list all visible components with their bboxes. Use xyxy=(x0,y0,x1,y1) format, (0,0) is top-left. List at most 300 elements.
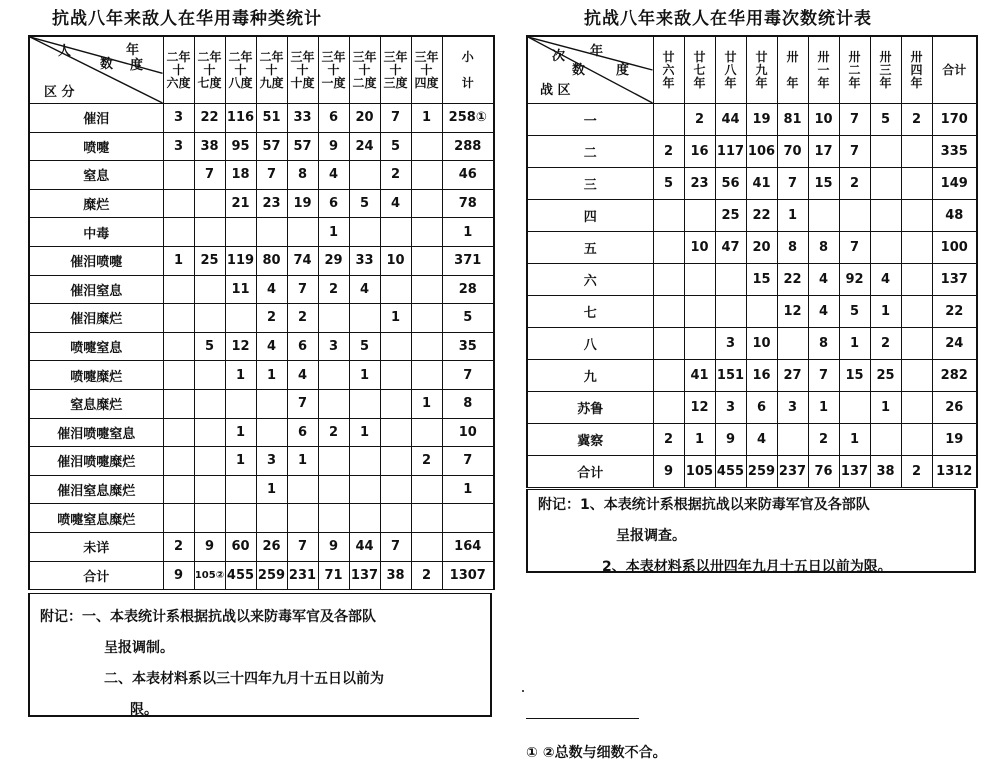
row-label: 一 xyxy=(527,104,653,136)
table-cell: 137 xyxy=(349,561,380,590)
table-cell xyxy=(163,418,194,447)
table-row xyxy=(29,447,494,476)
table-cell: 20 xyxy=(349,104,380,133)
right-note-line-1: 附记：1、本表统计系根据抗战以来防毒军官及各部队 xyxy=(538,497,870,513)
table-cell: 10 xyxy=(442,418,494,447)
table-cell: 7 xyxy=(287,389,318,418)
table-cell: 4 xyxy=(256,275,287,304)
table-cell xyxy=(318,361,349,390)
table-cell xyxy=(380,447,411,476)
table-cell: 4 xyxy=(808,264,839,296)
row-label: 喷嚏窒息 xyxy=(29,332,163,361)
table-cell: 1 xyxy=(839,424,870,456)
table-cell: 7 xyxy=(287,275,318,304)
table-cell: 38 xyxy=(194,132,225,161)
column-header: 二年 十 六度 xyxy=(163,36,194,104)
table-cell: 2 xyxy=(901,104,932,136)
table-cell: 16 xyxy=(684,136,715,168)
left-note-line-3: 二、本表材料系以三十四年九月十五日以前为 xyxy=(104,671,384,687)
table-cell: 231 xyxy=(287,561,318,590)
table-cell xyxy=(256,504,287,533)
table-cell: 9 xyxy=(318,532,349,561)
table-cell xyxy=(411,332,442,361)
corner-label-year: 年 xyxy=(590,44,604,59)
right-table-title: 抗战八年来敌人在华用毒次数统计表 xyxy=(584,9,872,29)
table-cell: 2 xyxy=(653,136,684,168)
table-cell xyxy=(411,504,442,533)
right-table-note xyxy=(526,489,976,573)
table-cell: 25 xyxy=(870,360,901,392)
table-cell: 5 xyxy=(380,132,411,161)
table-row xyxy=(29,389,494,418)
table-cell: 10 xyxy=(808,104,839,136)
table-cell: 8 xyxy=(287,161,318,190)
table-cell: 41 xyxy=(684,360,715,392)
table-cell: 119 xyxy=(225,246,256,275)
table-cell xyxy=(870,200,901,232)
table-row xyxy=(29,218,494,247)
column-header: 廿 八 年 xyxy=(715,36,746,104)
table-cell: 9 xyxy=(653,456,684,488)
column-header: 三年 十 二度 xyxy=(349,36,380,104)
table-row xyxy=(527,296,977,328)
table-cell: 6 xyxy=(318,104,349,133)
corner-label-du: 度 xyxy=(130,58,144,73)
table-cell: 2 xyxy=(411,561,442,590)
table-cell: 38 xyxy=(380,561,411,590)
table-cell xyxy=(318,304,349,333)
table-cell: 106 xyxy=(746,136,777,168)
corner-label-bottom: 区 分 xyxy=(44,85,75,100)
table-cell xyxy=(411,161,442,190)
row-label: 催泪窒息糜烂 xyxy=(29,475,163,504)
table-cell: 1 xyxy=(870,392,901,424)
table-cell xyxy=(380,389,411,418)
corner-label-year: 年 xyxy=(126,43,140,58)
table-cell: 170 xyxy=(932,104,977,136)
table-cell: 2 xyxy=(653,424,684,456)
table-cell: 95 xyxy=(225,132,256,161)
table-row xyxy=(29,189,494,218)
row-label: 窒息糜烂 xyxy=(29,389,163,418)
column-header: 卅 四 年 xyxy=(901,36,932,104)
table-cell: 25 xyxy=(194,246,225,275)
table-cell: 3 xyxy=(777,392,808,424)
column-header: 卅 二 年 xyxy=(839,36,870,104)
table-cell: 4 xyxy=(349,275,380,304)
table-cell: 7 xyxy=(442,361,494,390)
left-note-line-4: 限。 xyxy=(130,702,158,718)
table-cell: 76 xyxy=(808,456,839,488)
table-row xyxy=(527,360,977,392)
row-label: 糜烂 xyxy=(29,189,163,218)
table-cell: 371 xyxy=(442,246,494,275)
table-cell xyxy=(684,200,715,232)
table-row xyxy=(29,332,494,361)
table-cell: 44 xyxy=(715,104,746,136)
column-header: 二年 十 九度 xyxy=(256,36,287,104)
table-cell: 5 xyxy=(349,332,380,361)
table-row xyxy=(29,132,494,161)
table-row xyxy=(29,104,494,133)
table-cell: 38 xyxy=(870,456,901,488)
table-cell: 3 xyxy=(163,132,194,161)
table-cell xyxy=(194,218,225,247)
table-cell: 4 xyxy=(287,361,318,390)
table-cell: 117 xyxy=(715,136,746,168)
table-cell xyxy=(163,332,194,361)
column-header: 卅 一 年 xyxy=(808,36,839,104)
table-cell: 23 xyxy=(256,189,287,218)
table-cell: 116 xyxy=(225,104,256,133)
table-row xyxy=(29,361,494,390)
table-cell xyxy=(808,200,839,232)
table-cell xyxy=(194,418,225,447)
table-cell: 149 xyxy=(932,168,977,200)
table-cell xyxy=(194,389,225,418)
table-cell: 4 xyxy=(808,296,839,328)
row-label: 合计 xyxy=(527,456,653,488)
table-cell: 22 xyxy=(746,200,777,232)
table-cell xyxy=(163,475,194,504)
table-cell: 4 xyxy=(870,264,901,296)
table-cell: 56 xyxy=(715,168,746,200)
row-label: 喷嚏窒息糜烂 xyxy=(29,504,163,533)
table-cell xyxy=(380,218,411,247)
table-cell: 259 xyxy=(746,456,777,488)
table-cell xyxy=(163,189,194,218)
table-cell xyxy=(653,328,684,360)
table-cell: 6 xyxy=(287,332,318,361)
table-cell: 1 xyxy=(318,218,349,247)
table-cell: 9 xyxy=(715,424,746,456)
table-cell xyxy=(163,389,194,418)
table-cell xyxy=(653,296,684,328)
header-corner-cell xyxy=(527,36,653,104)
table-cell xyxy=(684,328,715,360)
table-cell: 6 xyxy=(746,392,777,424)
table-cell xyxy=(318,475,349,504)
table-cell xyxy=(380,504,411,533)
table-cell: 258① xyxy=(442,104,494,133)
table-cell: 5 xyxy=(653,168,684,200)
table-cell xyxy=(870,424,901,456)
column-header: 小 计 xyxy=(442,36,494,104)
table-cell xyxy=(870,232,901,264)
table-cell xyxy=(256,418,287,447)
row-label: 合计 xyxy=(29,561,163,590)
table-cell: 1 xyxy=(411,389,442,418)
table-cell xyxy=(163,275,194,304)
table-cell: 1 xyxy=(256,361,287,390)
table-row xyxy=(29,475,494,504)
table-cell: 1 xyxy=(163,246,194,275)
row-label: 催泪喷嚏 xyxy=(29,246,163,275)
table-cell: 288 xyxy=(442,132,494,161)
table-cell: 4 xyxy=(256,332,287,361)
row-label: 冀察 xyxy=(527,424,653,456)
row-label: 八 xyxy=(527,328,653,360)
table-cell xyxy=(411,275,442,304)
table-cell: 1 xyxy=(225,361,256,390)
table-cell xyxy=(901,360,932,392)
table-cell xyxy=(163,218,194,247)
table-cell xyxy=(194,275,225,304)
table-cell: 137 xyxy=(932,264,977,296)
table-cell: 2 xyxy=(839,168,870,200)
table-cell xyxy=(442,504,494,533)
table-cell: 7 xyxy=(839,136,870,168)
row-label: 五 xyxy=(527,232,653,264)
table-cell xyxy=(839,200,870,232)
table-cell: 1 xyxy=(684,424,715,456)
table-cell: 5 xyxy=(349,189,380,218)
row-label: 七 xyxy=(527,296,653,328)
table-cell xyxy=(318,389,349,418)
column-header: 三年 十 十度 xyxy=(287,36,318,104)
table-cell: 15 xyxy=(746,264,777,296)
table-cell: 2 xyxy=(318,418,349,447)
table-cell: 22 xyxy=(932,296,977,328)
table-cell: 70 xyxy=(777,136,808,168)
table-cell: 1312 xyxy=(932,456,977,488)
table-cell: 100 xyxy=(932,232,977,264)
table-cell xyxy=(380,275,411,304)
table-cell: 6 xyxy=(318,189,349,218)
table-cell xyxy=(715,264,746,296)
table-cell xyxy=(746,296,777,328)
row-label: 窒息 xyxy=(29,161,163,190)
table-row xyxy=(29,275,494,304)
table-cell xyxy=(349,218,380,247)
table-cell xyxy=(349,504,380,533)
table-cell: 2 xyxy=(318,275,349,304)
table-cell: 2 xyxy=(411,447,442,476)
table-cell xyxy=(653,232,684,264)
table-cell xyxy=(225,504,256,533)
table-cell xyxy=(163,504,194,533)
table-row xyxy=(527,200,977,232)
table-cell: 33 xyxy=(349,246,380,275)
table-cell: 10 xyxy=(684,232,715,264)
table-cell: 455 xyxy=(715,456,746,488)
corner-label-bottom: 战 区 xyxy=(540,83,571,98)
table-cell: 7 xyxy=(380,104,411,133)
table-cell xyxy=(318,447,349,476)
left-table-note xyxy=(28,593,492,717)
column-header: 廿 七 年 xyxy=(684,36,715,104)
table-cell xyxy=(287,218,318,247)
table-cell: 19 xyxy=(746,104,777,136)
table-cell: 1 xyxy=(442,475,494,504)
row-label: 喷嚏糜烂 xyxy=(29,361,163,390)
row-label: 催泪喷嚏窒息 xyxy=(29,418,163,447)
table-cell: 1 xyxy=(287,447,318,476)
table-cell: 29 xyxy=(318,246,349,275)
row-label: 六 xyxy=(527,264,653,296)
table-cell: 1 xyxy=(349,418,380,447)
table-cell: 26 xyxy=(256,532,287,561)
table-cell: 2 xyxy=(808,424,839,456)
table-cell: 4 xyxy=(746,424,777,456)
table-cell: 1 xyxy=(442,218,494,247)
table-cell: 11 xyxy=(225,275,256,304)
table-cell: 1307 xyxy=(442,561,494,590)
table-cell: 23 xyxy=(684,168,715,200)
table-cell xyxy=(411,361,442,390)
table-cell: 5 xyxy=(442,304,494,333)
table-cell xyxy=(901,424,932,456)
table-cell xyxy=(901,296,932,328)
table-cell: 33 xyxy=(287,104,318,133)
column-header: 二年 十 七度 xyxy=(194,36,225,104)
table-cell xyxy=(163,447,194,476)
table-cell: 35 xyxy=(442,332,494,361)
table-cell: 92 xyxy=(839,264,870,296)
row-label: 三 xyxy=(527,168,653,200)
table-cell: 259 xyxy=(256,561,287,590)
table-cell: 9 xyxy=(194,532,225,561)
table-cell xyxy=(777,424,808,456)
table-row xyxy=(527,424,977,456)
column-header: 卅 三 年 xyxy=(870,36,901,104)
table-cell xyxy=(349,475,380,504)
table-cell xyxy=(194,475,225,504)
table-cell xyxy=(349,447,380,476)
table-cell xyxy=(225,475,256,504)
table-cell xyxy=(380,361,411,390)
table-cell: 2 xyxy=(684,104,715,136)
table-cell xyxy=(653,264,684,296)
table-cell: 1 xyxy=(777,200,808,232)
table-cell: 21 xyxy=(225,189,256,218)
table-row xyxy=(527,168,977,200)
corner-label-top: 人 xyxy=(58,44,72,59)
table-cell xyxy=(777,328,808,360)
table-cell xyxy=(318,504,349,533)
table-cell: 4 xyxy=(380,189,411,218)
table-cell: 57 xyxy=(256,132,287,161)
table-row xyxy=(527,328,977,360)
row-label: 催泪喷嚏糜烂 xyxy=(29,447,163,476)
table-cell: 8 xyxy=(777,232,808,264)
table-row xyxy=(527,456,977,488)
table-cell: 51 xyxy=(256,104,287,133)
row-label: 喷嚏 xyxy=(29,132,163,161)
table-cell: 15 xyxy=(808,168,839,200)
table-cell: 7 xyxy=(777,168,808,200)
table-cell: 60 xyxy=(225,532,256,561)
table-cell: 5 xyxy=(194,332,225,361)
table-cell: 8 xyxy=(808,232,839,264)
table-cell: 7 xyxy=(839,104,870,136)
table-cell: 2 xyxy=(870,328,901,360)
left-note-line-1: 附记：一、本表统计系根据抗战以来防毒军官及各部队 xyxy=(40,609,376,625)
table-cell: 71 xyxy=(318,561,349,590)
table-cell xyxy=(653,392,684,424)
table-cell: 2 xyxy=(287,304,318,333)
row-label: 未详 xyxy=(29,532,163,561)
table-cell xyxy=(225,218,256,247)
table-cell xyxy=(349,304,380,333)
table-cell xyxy=(684,296,715,328)
table-cell: 105 xyxy=(684,456,715,488)
table-row xyxy=(29,246,494,275)
table-cell: 7 xyxy=(839,232,870,264)
table-cell: 10 xyxy=(746,328,777,360)
table-cell xyxy=(287,504,318,533)
table-cell: 2 xyxy=(380,161,411,190)
left-note-line-2: 呈报调制。 xyxy=(104,640,174,656)
table-cell: 17 xyxy=(808,136,839,168)
table-cell: 8 xyxy=(442,389,494,418)
table-cell: 4 xyxy=(318,161,349,190)
table-cell xyxy=(653,360,684,392)
table-cell: 44 xyxy=(349,532,380,561)
table-cell: 8 xyxy=(808,328,839,360)
table-cell: 19 xyxy=(932,424,977,456)
table-row xyxy=(29,561,494,590)
table-cell xyxy=(839,392,870,424)
table-cell xyxy=(411,189,442,218)
poison-count-table xyxy=(526,35,978,488)
table-row xyxy=(527,104,977,136)
table-cell: 5 xyxy=(839,296,870,328)
table-cell: 7 xyxy=(380,532,411,561)
table-cell: 1 xyxy=(808,392,839,424)
row-label: 中毒 xyxy=(29,218,163,247)
table-row xyxy=(29,304,494,333)
table-cell: 7 xyxy=(287,532,318,561)
table-cell xyxy=(256,389,287,418)
table-cell xyxy=(901,392,932,424)
table-cell: 1 xyxy=(870,296,901,328)
table-cell: 7 xyxy=(256,161,287,190)
table-cell: 3 xyxy=(715,328,746,360)
table-cell xyxy=(715,296,746,328)
table-cell: 18 xyxy=(225,161,256,190)
table-cell xyxy=(380,418,411,447)
table-cell: 25 xyxy=(715,200,746,232)
table-cell: 1 xyxy=(225,418,256,447)
table-cell: 12 xyxy=(777,296,808,328)
row-label: 催泪糜烂 xyxy=(29,304,163,333)
table-cell: 1 xyxy=(349,361,380,390)
header-corner-cell xyxy=(29,36,163,104)
table-cell xyxy=(870,168,901,200)
table-cell: 22 xyxy=(194,104,225,133)
table-cell: 1 xyxy=(839,328,870,360)
row-label: 四 xyxy=(527,200,653,232)
table-cell: 164 xyxy=(442,532,494,561)
table-cell xyxy=(163,161,194,190)
column-header: 廿 六 年 xyxy=(653,36,684,104)
table-cell xyxy=(411,132,442,161)
table-cell: 57 xyxy=(287,132,318,161)
corner-label-count: 数 xyxy=(100,57,114,72)
footnote-rule xyxy=(526,718,639,719)
right-note-line-2: 呈报调查。 xyxy=(616,528,686,544)
table-row xyxy=(29,504,494,533)
table-cell: 2 xyxy=(901,456,932,488)
table-cell: 2 xyxy=(256,304,287,333)
left-table-title: 抗战八年来敌人在华用毒种类统计 xyxy=(52,9,322,29)
corner-label-du: 度 xyxy=(616,63,630,78)
table-cell xyxy=(225,304,256,333)
column-header: 三年 十 一度 xyxy=(318,36,349,104)
table-cell xyxy=(256,218,287,247)
table-cell: 9 xyxy=(318,132,349,161)
